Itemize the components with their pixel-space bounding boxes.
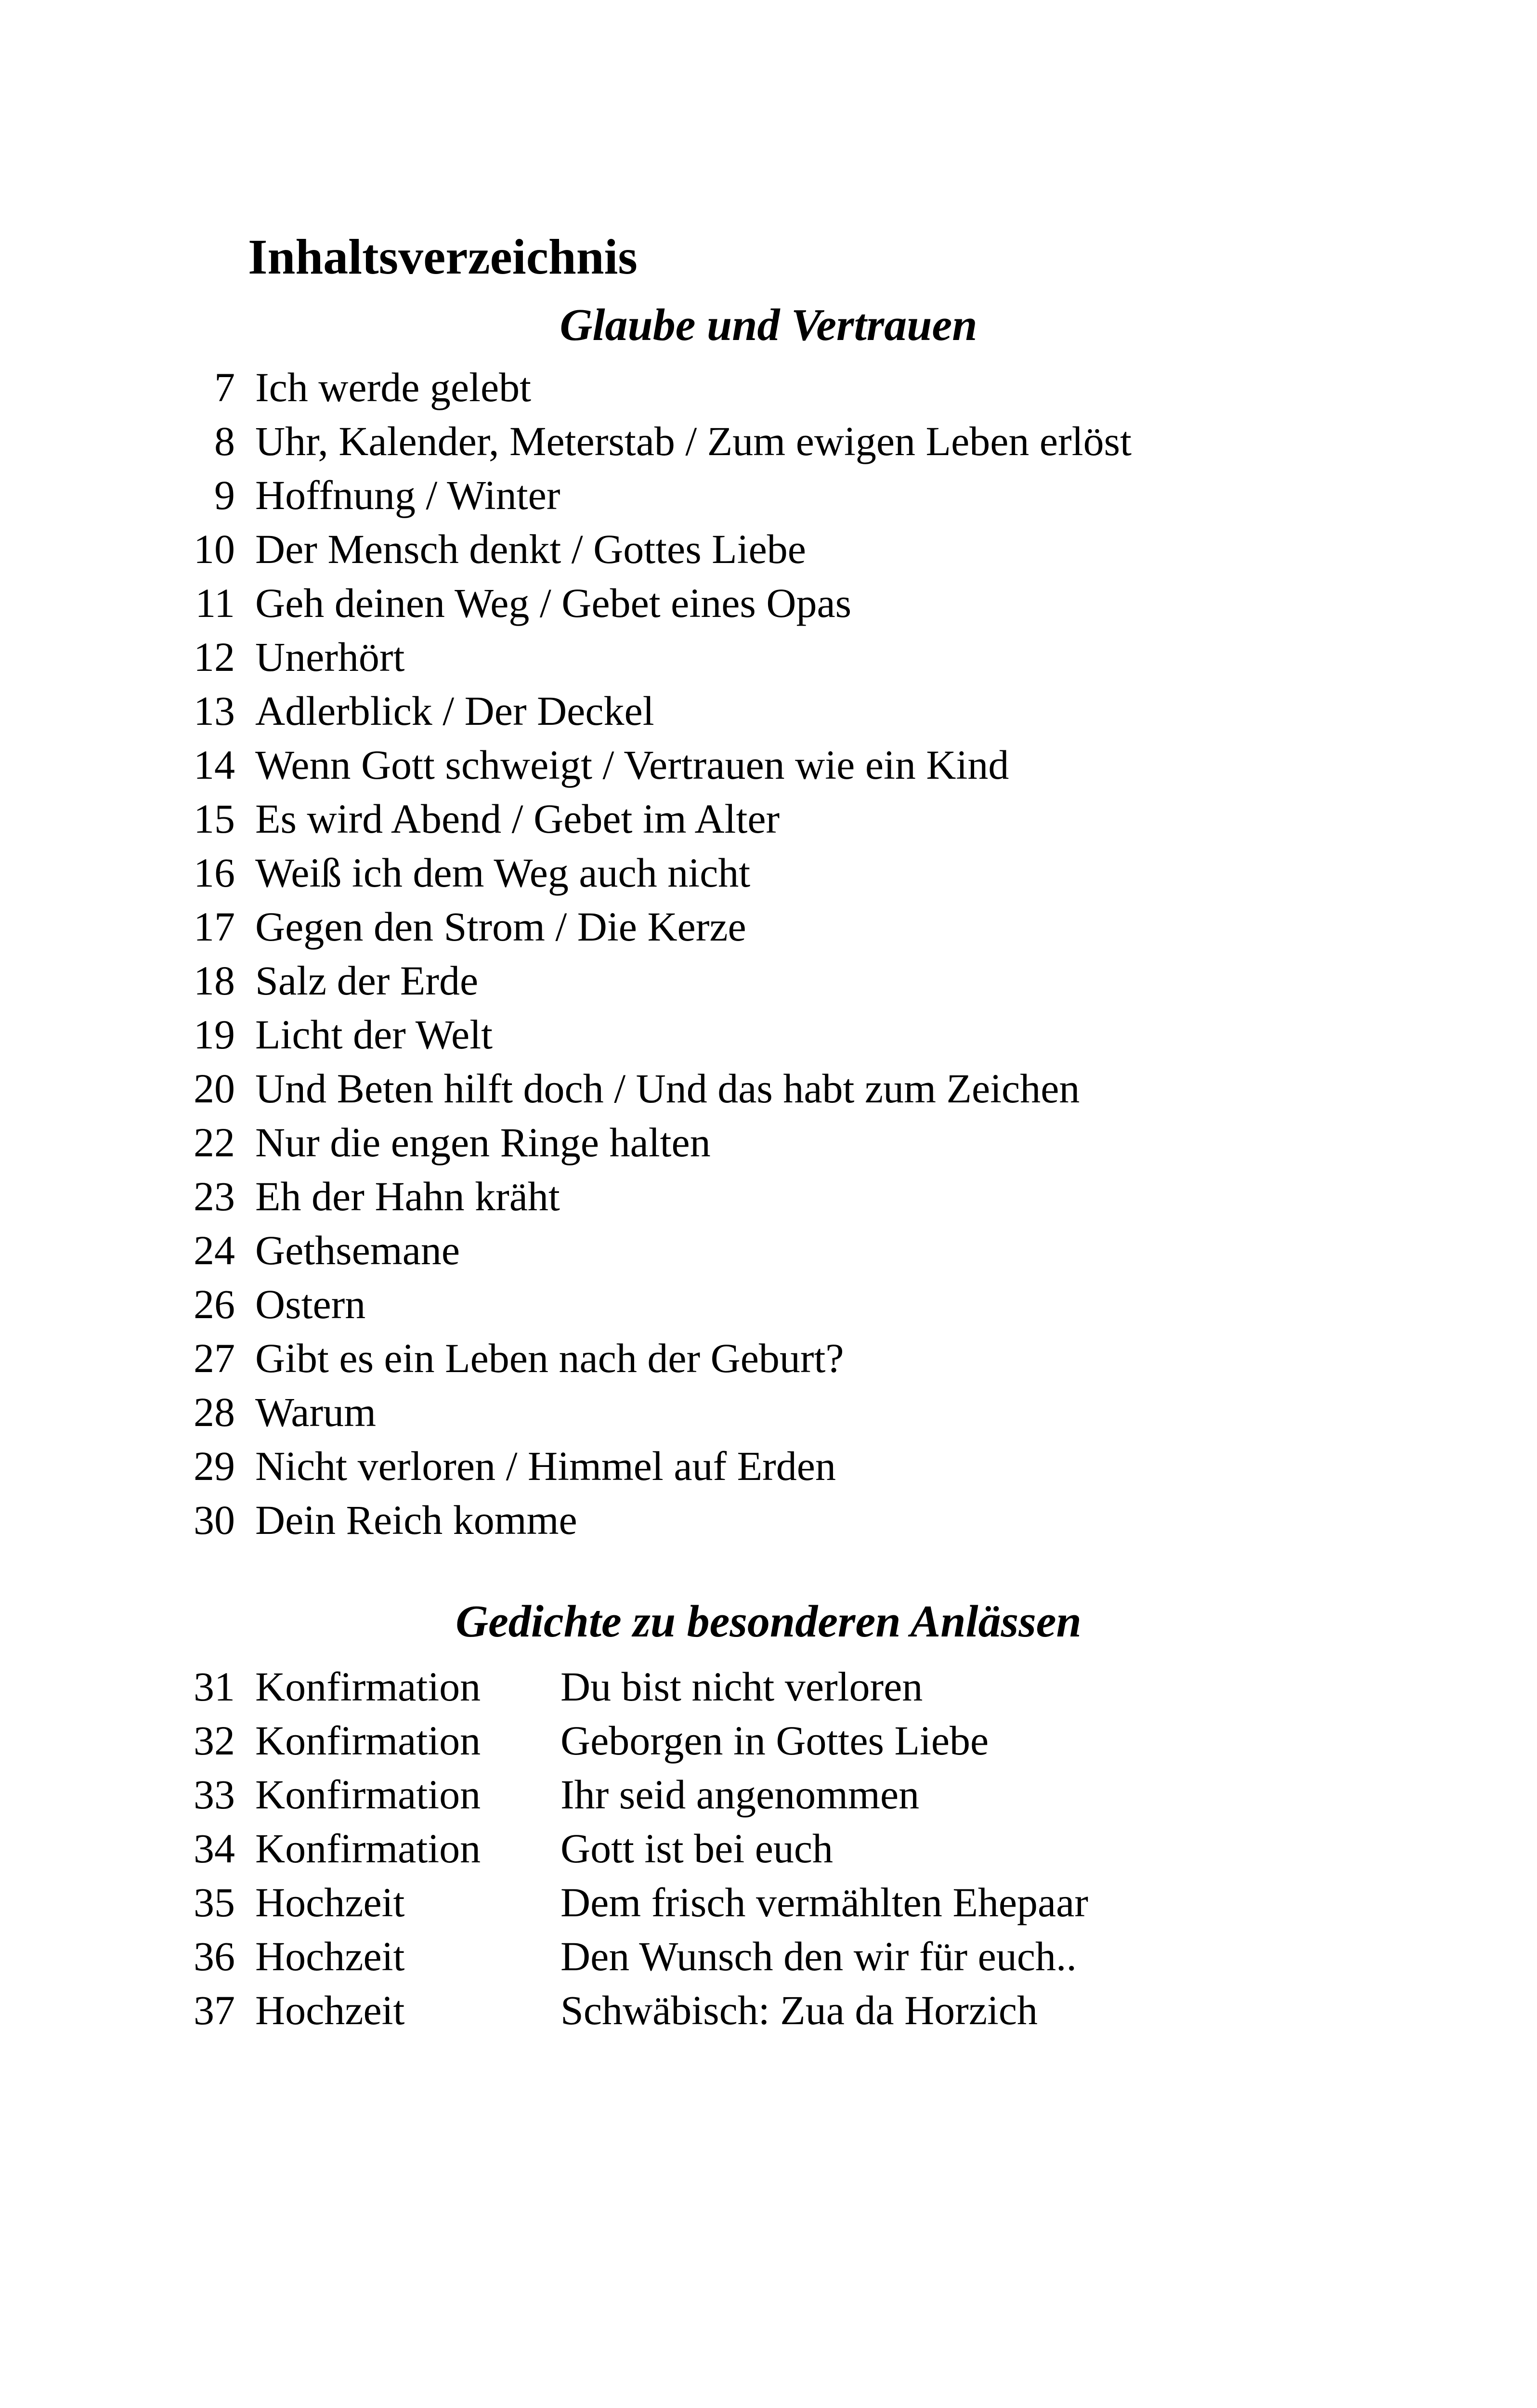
toc-entry-title: Der Mensch denkt / Gottes Liebe xyxy=(255,526,806,572)
toc-page-number: 26 xyxy=(194,1281,235,1327)
toc-page-number: 11 xyxy=(195,580,235,626)
toc-entry-title: Adlerblick / Der Deckel xyxy=(255,688,654,734)
section-heading-glaube: Glaube und Vertrauen xyxy=(560,300,977,350)
toc-occasion: Hochzeit xyxy=(255,1933,405,1979)
toc-page-number: 12 xyxy=(194,634,235,680)
toc-entry-title: Ich werde gelebt xyxy=(255,364,532,410)
toc-occasion: Konfirmation xyxy=(255,1771,481,1818)
toc-entry-title: Geh deinen Weg / Gebet eines Opas xyxy=(255,580,852,626)
toc-entry-title: Salz der Erde xyxy=(255,957,479,1004)
section-heading-anlaesse: Gedichte zu besonderen Anlässen xyxy=(456,1597,1081,1647)
toc-page-number: 35 xyxy=(194,1879,235,1925)
toc-page-number: 10 xyxy=(194,526,235,572)
toc-entry-title: Schwäbisch: Zua da Horzich xyxy=(560,1987,1038,2033)
toc-occasion: Konfirmation xyxy=(255,1825,481,1871)
toc-entry-title: Du bist nicht verloren xyxy=(560,1663,923,1710)
toc-page-number: 28 xyxy=(194,1389,235,1435)
toc-page-number: 29 xyxy=(194,1443,235,1489)
toc-entry-title: Eh der Hahn kräht xyxy=(255,1173,560,1219)
toc-entry-title: Hoffnung / Winter xyxy=(255,472,560,518)
toc-entry-title: Ihr seid angenommen xyxy=(560,1771,920,1818)
toc-entry-title: Und Beten hilft doch / Und das habt zum Zeichen xyxy=(255,1065,1080,1112)
toc-page-number: 37 xyxy=(194,1987,235,2033)
toc-page-number: 16 xyxy=(194,850,235,896)
toc-page-number: 30 xyxy=(194,1497,235,1543)
toc-entry-title: Licht der Welt xyxy=(255,1011,493,1058)
toc-page-number: 27 xyxy=(194,1335,235,1381)
page-title: Inhaltsverzeichnis xyxy=(248,229,638,285)
toc-page-number: 13 xyxy=(194,688,235,734)
toc-entry-title: Weiß ich dem Weg auch nicht xyxy=(255,850,751,896)
toc-entry-title: Unerhört xyxy=(255,634,405,680)
toc-entry-title: Warum xyxy=(255,1389,376,1435)
toc-entry-title: Gott ist bei euch xyxy=(560,1825,834,1871)
toc-occasion: Hochzeit xyxy=(255,1879,405,1925)
toc-page-number: 33 xyxy=(194,1771,235,1818)
toc-page-number: 23 xyxy=(194,1173,235,1219)
toc-page-number: 24 xyxy=(194,1227,235,1273)
toc-page-number: 31 xyxy=(194,1663,235,1710)
toc-entry-title: Wenn Gott schweigt / Vertrauen wie ein Kind xyxy=(255,742,1009,788)
toc-occasion: Konfirmation xyxy=(255,1717,481,1764)
toc-page-number: 14 xyxy=(194,742,235,788)
toc-entry-title: Gibt es ein Leben nach der Geburt? xyxy=(255,1335,844,1381)
toc-entry-title: Dem frisch vermählten Ehepaar xyxy=(560,1879,1088,1925)
toc-entry-title: Dein Reich komme xyxy=(255,1497,577,1543)
toc-page-number: 15 xyxy=(194,796,235,842)
toc-page-number: 17 xyxy=(194,903,235,950)
toc-entry-title: Den Wunsch den wir für euch.. xyxy=(560,1933,1077,1979)
toc-page-number: 20 xyxy=(194,1065,235,1112)
toc-page-number: 36 xyxy=(194,1933,235,1979)
toc-page-number: 8 xyxy=(214,418,235,464)
toc-page-number: 34 xyxy=(194,1825,235,1871)
toc-page-number: 32 xyxy=(194,1717,235,1764)
toc-page-number: 9 xyxy=(214,472,235,518)
toc-entry-title: Gegen den Strom / Die Kerze xyxy=(255,903,746,950)
toc-page-number: 18 xyxy=(194,957,235,1004)
toc-page-number: 7 xyxy=(214,364,235,410)
toc-entry-title: Uhr, Kalender, Meterstab / Zum ewigen Leben erlöst xyxy=(255,418,1132,464)
toc-occasion: Hochzeit xyxy=(255,1987,405,2033)
toc-entry-title: Es wird Abend / Gebet im Alter xyxy=(255,796,780,842)
toc-entry-title: Gethsemane xyxy=(255,1227,460,1273)
toc-occasion: Konfirmation xyxy=(255,1663,481,1710)
toc-entry-title: Geborgen in Gottes Liebe xyxy=(560,1717,989,1764)
toc-entry-title: Ostern xyxy=(255,1281,366,1327)
toc-page-number: 22 xyxy=(194,1119,235,1165)
toc-page-number: 19 xyxy=(194,1011,235,1058)
toc-entry-title: Nur die engen Ringe halten xyxy=(255,1119,711,1165)
toc-entry-title: Nicht verloren / Himmel auf Erden xyxy=(255,1443,836,1489)
